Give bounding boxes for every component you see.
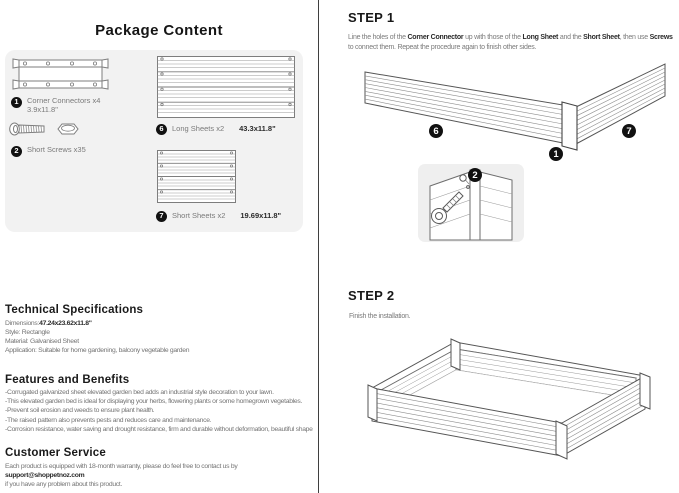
instr-text: up with those of the bbox=[463, 34, 523, 41]
step1-title: STEP 1 bbox=[348, 10, 395, 25]
step2-title: STEP 2 bbox=[348, 288, 395, 303]
package-item-corner-connectors bbox=[11, 97, 100, 114]
corner-connector-diagram bbox=[12, 57, 109, 91]
cs-text-after: if you have any problem about this product. bbox=[5, 480, 123, 488]
tech-specs-title: Technical Specifications bbox=[5, 304, 144, 316]
part-number-badge-6: 6 bbox=[156, 124, 167, 135]
package-item-short-sheets bbox=[156, 211, 281, 222]
features-title: Features and Benefits bbox=[5, 374, 130, 386]
tech-specs-lines bbox=[5, 319, 189, 355]
feature-item: -Corrugated galvanized sheet elevated garden bed adds an industrial style decoration to your lawn. bbox=[5, 389, 274, 396]
cs-text-before: Each product is equipped with 18-month warranty, please do feel free to contact us by bbox=[5, 463, 238, 470]
part-number-badge-7: 7 bbox=[156, 211, 167, 222]
part-number-badge-2: 2 bbox=[11, 146, 22, 157]
package-item-label: Long Sheets x2 bbox=[172, 124, 225, 134]
spec-application: Application: Suitable for home gardening, balcony vegetable garden bbox=[5, 347, 190, 354]
package-item-dim: 43.3x11.8" bbox=[239, 124, 276, 134]
badge-screw: 2 bbox=[468, 168, 482, 182]
features-list bbox=[5, 388, 313, 434]
spec-dimensions: Dimensions:47.24x23.62x11.8" bbox=[5, 320, 92, 327]
step1-instruction bbox=[348, 33, 674, 52]
feature-item: -This elevated garden bed is ideal for displaying your herbs, flowering plants or some homegrown vegetables. bbox=[5, 398, 303, 406]
package-item-short-screws bbox=[11, 146, 86, 157]
instr-text: and the bbox=[558, 34, 584, 41]
part-number-badge-1: 1 bbox=[11, 97, 22, 108]
package-item-label: Short Sheets x2 bbox=[172, 211, 226, 221]
step1-diagram bbox=[348, 58, 668, 168]
feature-item: -The raised pattern also prevents pests and reduces care and maintenance. bbox=[5, 416, 212, 424]
instr-bold-corner-connector: Corner Connector bbox=[407, 34, 464, 41]
package-item-label: Short Screws x35 bbox=[27, 145, 86, 154]
screw-diagram bbox=[9, 121, 47, 137]
instr-text: Line the holes of the bbox=[348, 34, 408, 41]
package-item-long-sheets bbox=[156, 124, 276, 135]
instr-bold-screws: Screws bbox=[649, 34, 673, 41]
package-content-box bbox=[5, 50, 303, 232]
customer-service-text bbox=[5, 463, 317, 489]
package-item-text bbox=[27, 97, 100, 114]
long-sheet-diagram bbox=[156, 55, 296, 119]
instr-bold-long-sheet: Long Sheet bbox=[522, 34, 559, 41]
support-email: support@shoppetnoz.com bbox=[5, 471, 85, 479]
package-item-label: Corner Connectors x4 bbox=[27, 96, 101, 105]
feature-item: -Prevent soil erosion and weeds to ensure plant health. bbox=[5, 407, 155, 415]
instr-text: to connect them. Repeat the procedure again to finish other sides. bbox=[348, 43, 537, 51]
instr-bold-short-sheet: Short Sheet bbox=[583, 34, 620, 41]
nut-diagram bbox=[57, 122, 79, 136]
spec-material: Material: Galvanised Sheet bbox=[5, 338, 79, 345]
package-item-dim: 19.69x11.8" bbox=[240, 211, 282, 221]
instr-text: , then use bbox=[619, 34, 650, 41]
short-sheet-diagram bbox=[156, 149, 237, 204]
badge-short-sheet: 7 bbox=[622, 124, 636, 138]
customer-service-title: Customer Service bbox=[5, 447, 106, 459]
column-divider bbox=[318, 0, 319, 493]
feature-item: -Corrosion resistance, water saving and drought resistance, firm and durable without deformation, beautiful shape bbox=[5, 425, 313, 433]
spec-style: Style: Rectangle bbox=[5, 329, 50, 336]
badge-corner-connector: 1 bbox=[549, 147, 563, 161]
badge-long-sheet: 6 bbox=[429, 124, 443, 138]
package-item-dim: 3.9x11.8" bbox=[27, 104, 58, 114]
package-content-title: Package Content bbox=[95, 22, 223, 39]
step2-diagram bbox=[352, 336, 662, 466]
step2-instruction: Finish the installation. bbox=[349, 313, 411, 320]
